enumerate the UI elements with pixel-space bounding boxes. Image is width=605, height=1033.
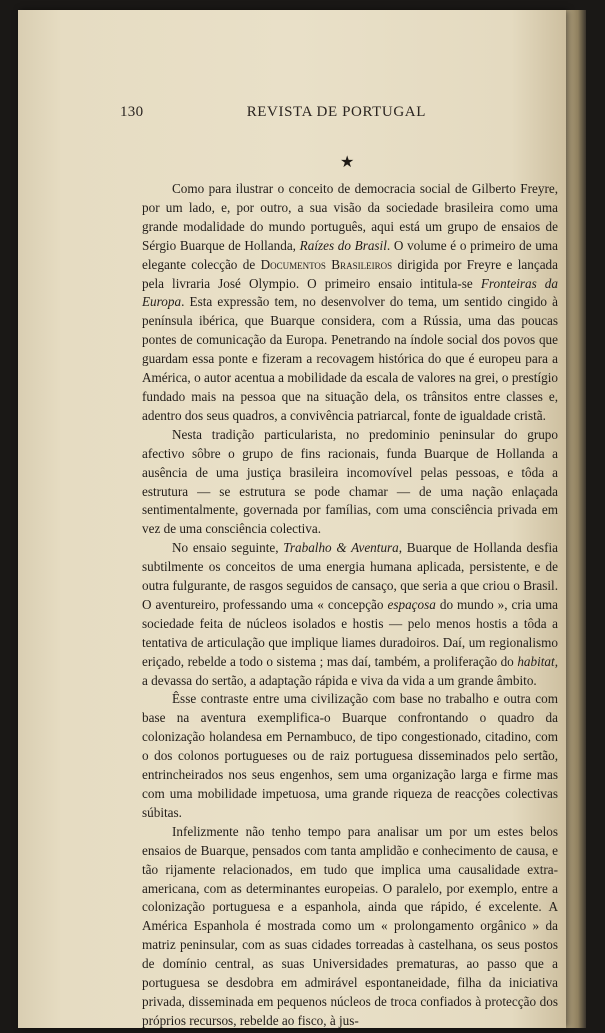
text-run: dirigida por Freyre e lançada pela livraria José Olympio. O primeiro ensaio intitula-se bbox=[142, 256, 558, 291]
article-body bbox=[142, 180, 558, 1031]
paragraph bbox=[142, 539, 558, 690]
italic-title: Raízes do Brasil bbox=[299, 237, 387, 253]
text-run: Infelizmente não tenho tempo para analisar um por um estes belos ensaios de Buarque, pensados com tanta amplidão e conhecimento de causa, e tão rijamente relacionados, em tudo que implica uma causalidade extra-americana, com as determinantes europeias. O paralelo, por exemplo, entre a colonização portuguesa e a espanhola, ainda que rápido, é excelente. A América Espanhola é mostrada como um « prolongamento orgânico » da matriz peninsular, com as suas cidades torreadas à castelhana, os seus postos de domínio central, as suas Universidades prematuras, ao passo que a portuguesa se desdobra em admirável espontaneidade, filha da iniciativa privada, disseminada em pequenos núcleos de troca confiados à protecção dos próprios recursos, rebelde ao fisco, à jus- bbox=[142, 823, 558, 1028]
italic-title: espaçosa bbox=[387, 596, 436, 612]
text-run: Nesta tradição particularista, no predominio peninsular do grupo afectivo sôbre o grupo de fins racionais, funda Buarque de Hollanda a ausência de uma justiça brasileira incomovível pelas pessoas, e tôda a estrutura — se estrutura se pode chamar — de uma nação enlaçada sentimentalmente, governada por famílias, com uma consciência privada em vez de uma consciência colectiva. bbox=[142, 426, 558, 537]
running-title: REVISTA DE PORTUGAL bbox=[246, 104, 426, 120]
text-run: . Esta expressão tem, no desenvolver do tema, um sentido cingido à península ibérica, que Buarque considera, com a Rússia, uma das poucas pontes de comunicação da Europa. Penetrando na índole social dos povos que guardam essa ponte e fizeram a recovagem histórica do que é europeu para a América, o autor acentua a mobilidade da escala de valores na grei, o prestígio fundado mais na pessoa que na situação dela, os trânsitos entre classes e, adentro dos seus quadros, a convivência patriarcal, fonte de igualdade cristã. bbox=[142, 294, 558, 423]
italic-title: Fronteiras da Europa bbox=[142, 275, 558, 310]
small-caps-text: Documentos Brasileiros bbox=[260, 256, 393, 272]
section-ornament-star: ★ bbox=[340, 154, 355, 171]
italic-title: Trabalho & Aventura bbox=[283, 540, 399, 556]
text-run: , a devassa do sertão, a adaptação rápida e viva da vida a um grande âmbito. bbox=[142, 653, 558, 688]
page-number: 130 bbox=[120, 104, 144, 120]
text-run: Êsse contraste entre uma civilização com base no trabalho e outra com base na aventura exemplifica-o Buarque confrontando o quadro da colonização holandesa em Pernambuco, de tipo congestionado, citadino, com o dos colonos portugueses ou de raiz portuguesa disseminados pelo sertão, entrincheirados nos seus engenhos, sem uma organização larga e firme mas com uma mobilidade impetuosa, uma grande riqueza de reacções colectivas súbitas. bbox=[142, 691, 558, 820]
italic-title: habitat bbox=[517, 653, 555, 669]
paragraph bbox=[142, 180, 558, 426]
text-run: No ensaio seguinte, bbox=[172, 540, 284, 556]
paragraph bbox=[142, 426, 558, 539]
paragraph bbox=[142, 690, 558, 822]
text-run: , Buarque de Hollanda desfia subtilmente os conceitos de uma energia humana aplicada, persistente, e de outra fulgurante, de rasgos seguidos de cansaço, que seria a que criou o Brasil. O aventureiro, professando uma « concepção bbox=[142, 540, 558, 612]
paragraph bbox=[142, 823, 558, 1031]
text-run: . O volume é o primeiro de uma elegante colecção de bbox=[142, 237, 559, 272]
page-header bbox=[120, 104, 426, 124]
book-spine-edge bbox=[566, 10, 586, 1028]
text-run: do mundo », cria uma sociedade feita de núcleos isolados e hostis — pelo menos hostis a tôda a tentativa de articulação que implique liames duradoiros. Daí, um regionalismo eriçado, rebelde a todo o sistema ; mas daí, também, a proliferação do bbox=[142, 596, 559, 669]
text-run: Como para ilustrar o conceito de democracia social de Gilberto Freyre, por um lado, e, por outro, a sua visão da sociedade brasileira como uma grande modalidade do mundo português, aqui está um grupo de ensaios de Sérgio Buarque de Hollanda, bbox=[142, 181, 558, 253]
